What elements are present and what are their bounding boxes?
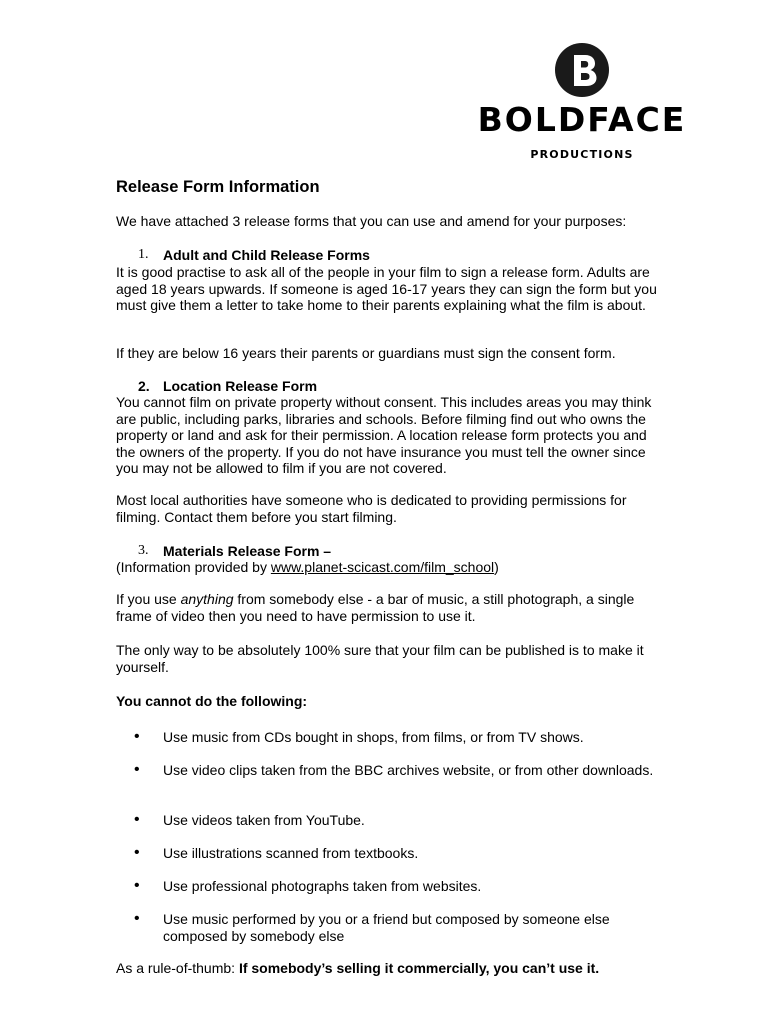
bullet-item: Use videos taken from YouTube. bbox=[163, 812, 365, 828]
bullet-marker: • bbox=[134, 877, 140, 894]
cannot-heading: You cannot do the following: bbox=[116, 693, 308, 709]
anything-paragraph bbox=[116, 591, 661, 624]
section-1-consent-paragraph: If they are below 16 years their parents or guardians must sign the consent form. bbox=[116, 345, 616, 361]
intro-text: We have attached 3 release forms that you can use and amend for your purposes: bbox=[116, 213, 627, 229]
section-2-heading: Location Release Form bbox=[163, 378, 318, 394]
section-1-number: 1. bbox=[138, 247, 149, 262]
logo-subtitle: PRODUCTIONS bbox=[530, 148, 634, 161]
bullet-marker: • bbox=[134, 811, 140, 828]
page-title: Release Form Information bbox=[116, 178, 320, 196]
section-1-heading: Adult and Child Release Forms bbox=[163, 247, 370, 263]
rule-prefix: As a rule-of-thumb: bbox=[116, 960, 239, 976]
section-3-source-line bbox=[116, 559, 661, 576]
boldface-b-icon bbox=[554, 42, 610, 98]
bullet-item: Use music from CDs bought in shops, from films, or from TV shows. bbox=[163, 729, 584, 745]
bullet-marker: • bbox=[134, 910, 140, 927]
bullet-item: Use professional photographs taken from websites. bbox=[163, 878, 482, 894]
section-2-number: 2. bbox=[138, 378, 150, 394]
boldface-logo bbox=[466, 36, 698, 164]
section-3-heading: Materials Release Form – bbox=[163, 543, 332, 559]
rule-emphasis: If somebody’s selling it commercially, you can’t use it. bbox=[238, 960, 600, 976]
section-1-paragraph: It is good practise to ask all of the people in your film to sign a release form. Adults are aged 18 years upwards. If someone is aged 16-17 years they can sign the form but you must give them a letter to take home to their parents explaining what the film is about. bbox=[116, 264, 657, 313]
section-3-number: 3. bbox=[138, 543, 149, 558]
bullet-item: Use music performed by you or a friend but composed by someone else composed by somebody else bbox=[163, 911, 610, 944]
bullet-marker: • bbox=[134, 844, 140, 861]
bullet-marker: • bbox=[134, 761, 140, 778]
anything-rest: from somebody else - a bar of music, a still photograph, a single frame of video then you need to have permission to use it. bbox=[116, 591, 635, 624]
logo-wordmark: BOLDFACE bbox=[477, 100, 687, 139]
anything-prefix: If you use bbox=[116, 591, 181, 607]
source-prefix: (Information provided by bbox=[116, 559, 271, 575]
rule-of-thumb bbox=[116, 960, 661, 977]
section-2-paragraph: You cannot film on private property without consent. This includes areas you may think are public, including parks, libraries and schools. Before filming find out who owns the property or land and ask for their permission. A location release form protects you and the owners of the property. If you do not have insurance you must tell the owner since you may not be allowed to film if you are not covered. bbox=[116, 394, 652, 476]
bullet-item: Use video clips taken from the BBC archives website, or from other downloads. bbox=[163, 762, 654, 778]
section-2-authorities-paragraph: Most local authorities have someone who is dedicated to providing permissions for filming. Contact them before you start filming. bbox=[116, 492, 627, 525]
planet-scicast-link[interactable]: www.planet-scicast.com/film_school bbox=[270, 559, 495, 575]
bullet-item: Use illustrations scanned from textbooks. bbox=[163, 845, 419, 861]
source-suffix: ) bbox=[494, 559, 499, 575]
make-it-yourself-paragraph: The only way to be absolutely 100% sure that your film can be published is to make it yourself. bbox=[116, 642, 644, 675]
anything-emphasis: anything bbox=[180, 591, 234, 607]
bullet-marker: • bbox=[134, 728, 140, 745]
